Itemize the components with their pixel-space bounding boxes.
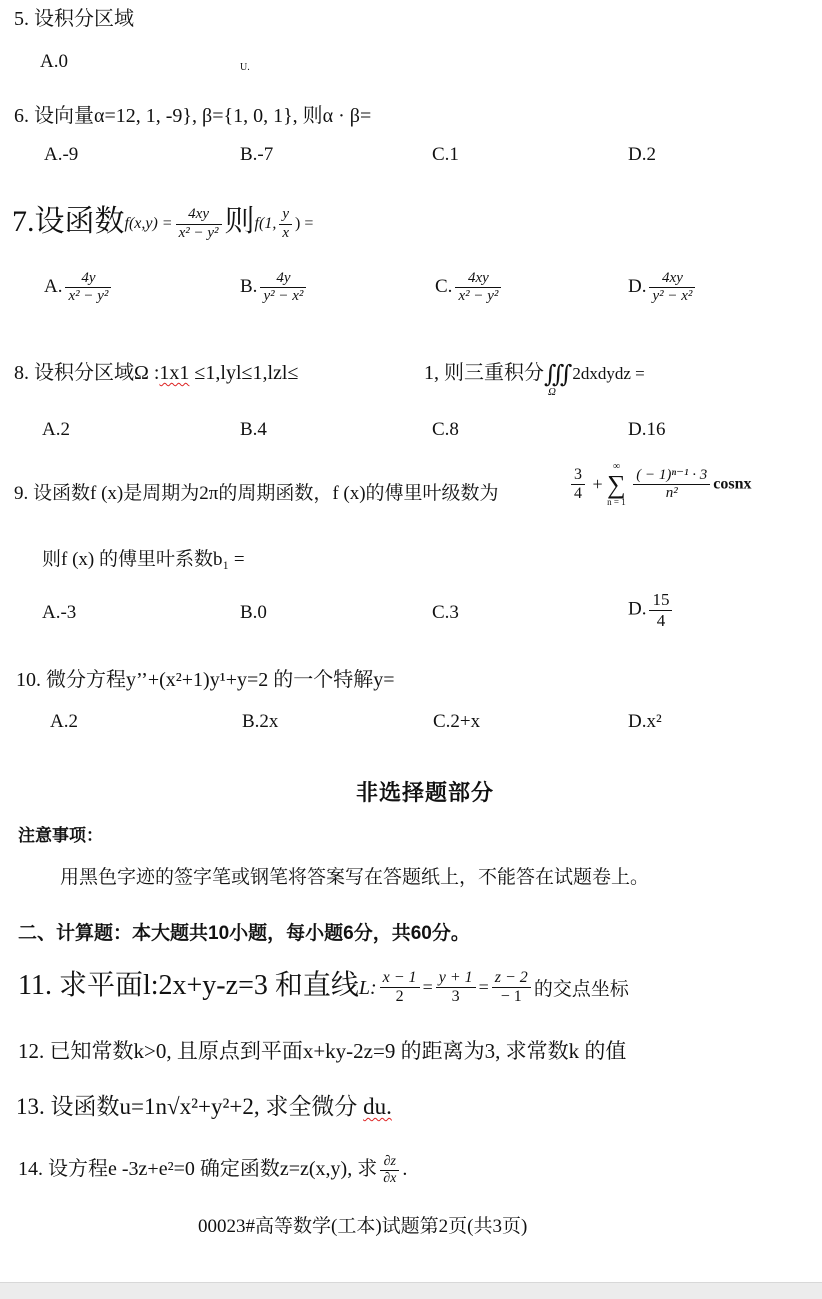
- q7-frac-den: x² − y²: [178, 224, 219, 241]
- question-7: [12, 196, 313, 242]
- question-8: [14, 356, 298, 385]
- q8-integrand: 2dxdydz =: [572, 364, 645, 383]
- q9-option-b: B.0: [240, 602, 267, 623]
- q9-sum: [607, 462, 626, 507]
- q5-option-a: A.0: [40, 51, 68, 72]
- page-footer: 00023#高等数学(工本)试题第2页(共3页): [198, 1216, 528, 1237]
- note-label: 注意事项：: [18, 826, 103, 845]
- q14-derivative: [380, 1154, 399, 1187]
- q9-plus: +: [592, 474, 603, 494]
- q7-option-a: [44, 270, 114, 306]
- q10-option-d: D.x²: [628, 711, 662, 732]
- q8-option-a: A.2: [42, 419, 70, 440]
- q9-option-c: C.3: [432, 602, 459, 623]
- q7-opt-d-den: y² − x²: [652, 288, 693, 305]
- q7-arg-den: x: [282, 224, 289, 241]
- q7-option-c: [435, 270, 504, 306]
- q7-arg-num: y: [279, 206, 292, 224]
- q8-integral-sub: Ω: [548, 385, 556, 398]
- q5-artifact-mark: U.: [240, 62, 250, 73]
- q14-d-num: ∂z: [380, 1154, 399, 1171]
- q10-option-a: A.2: [50, 711, 78, 732]
- q11-f2-den: 3: [451, 988, 460, 1006]
- q7-opt-a-num: 4y: [65, 270, 111, 288]
- bottom-scroll-strip: [0, 1282, 822, 1299]
- q9-opt-d-num: 15: [649, 590, 672, 611]
- q7-opt-c-num: 4xy: [455, 270, 501, 288]
- q7-opt-b-den: y² − x²: [263, 288, 304, 305]
- q9-sum-top: ∞: [612, 461, 621, 472]
- q7-option-d: [628, 270, 698, 306]
- q8-region-rest: ≤1,lyl≤1,lzl≤: [189, 362, 299, 384]
- q11-eq-1: =: [422, 977, 433, 998]
- q8-region-x: 1x1: [159, 362, 190, 384]
- q11-tail: 的交点坐标: [533, 979, 629, 1001]
- question-14: [18, 1152, 407, 1187]
- part2-heading: 二、计算题：本大题共10小题，每小题6分，共60分。: [18, 923, 470, 944]
- q8-option-d: D.16: [628, 419, 666, 440]
- q11-f3-num: z − 2: [492, 969, 531, 988]
- q8-lead: 8. 设积分区域Ω :: [14, 362, 160, 384]
- q11-eq-2: =: [478, 977, 489, 998]
- q9-opt-d-label: D.: [628, 598, 647, 620]
- q9-option-a: A.-3: [42, 602, 77, 623]
- q14-d-den: ∂x: [383, 1170, 397, 1186]
- q7-then: 则: [224, 205, 255, 238]
- note-text: 用黑色字迹的签字笔或钢笔将答案写在答题纸上，不能答在试题卷上。: [60, 867, 650, 888]
- q7-opt-d-label: D.: [628, 276, 647, 298]
- q9-a0-num: 3: [571, 466, 585, 485]
- q7-opt-b-num: 4y: [260, 270, 306, 288]
- q8-option-b: B.4: [240, 419, 267, 440]
- q7-opt-c-frac: [455, 270, 501, 306]
- question-10: 10. 微分方程y’’+(x²+1)y¹+y=2 的一个特解y=: [16, 669, 395, 691]
- q13-du: du.: [363, 1094, 392, 1119]
- question-13: [16, 1088, 392, 1121]
- q9-a0-den: 4: [574, 485, 582, 502]
- q9-opt-d-frac: [649, 590, 672, 630]
- q9-line2: 则f (x) 的傅里叶系数b₁ =: [42, 549, 245, 570]
- question-11: [18, 963, 629, 1006]
- q9-opt-d-den: 4: [656, 610, 666, 630]
- q8-integral-sign: ∭: [544, 361, 573, 388]
- q11-lead: 11. 求平面l:2x+y-z=3 和直线: [18, 970, 359, 1001]
- q7-lead: 7.设函数: [12, 205, 125, 238]
- question-12: 12. 已知常数k>0, 且原点到平面x+ky-2z=9 的距离为3, 求常数k 的值: [18, 1039, 627, 1063]
- q6-option-d: D.2: [628, 144, 656, 165]
- q9-sum-bot: n = 1: [607, 497, 626, 507]
- q11-frac-2: [436, 969, 476, 1007]
- q7-f-lhs: f(x,y) =: [124, 215, 173, 233]
- q9-term-num: ( − 1)ⁿ⁻¹ · 3: [633, 467, 710, 485]
- q7-opt-c-label: C.: [435, 276, 453, 298]
- q9-fourier-series: [568, 462, 751, 507]
- q9-option-d: [628, 590, 675, 630]
- q6-option-a: A.-9: [44, 144, 79, 165]
- q7-arg-fraction: [279, 206, 292, 242]
- q9-a0-frac: [571, 466, 585, 504]
- question-6: 6. 设向量α=12, 1, -9}, β={1, 0, 1}, 则α · β=: [14, 105, 372, 127]
- q7-opt-a-den: x² − y²: [68, 288, 109, 305]
- q14-lead: 14. 设方程e -3z+e²=0 确定函数z=z(x,y), 求: [18, 1158, 378, 1180]
- q9-sum-sign: ∑: [607, 470, 626, 499]
- question-9: 9. 设函数f (x)是周期为2π的周期函数，f (x)的傅里叶级数为: [14, 483, 499, 504]
- q7-opt-b-frac: [260, 270, 306, 306]
- q14-end: .: [402, 1158, 408, 1180]
- q7-opt-a-frac: [65, 270, 111, 306]
- q6-option-c: C.1: [432, 144, 459, 165]
- q8-triple-integral: [544, 360, 573, 398]
- q6-option-b: B.-7: [240, 144, 274, 165]
- q8-tail: [424, 356, 645, 398]
- q11-line-label: L:: [358, 977, 377, 999]
- q10-option-c: C.2+x: [433, 711, 481, 732]
- q9-term-tail: cosnx: [713, 475, 752, 493]
- q11-f1-den: 2: [395, 988, 404, 1006]
- section-title: 非选择题部分: [356, 780, 495, 805]
- q7-fraction: [176, 206, 222, 242]
- q10-option-b: B.2x: [242, 711, 279, 732]
- q8-tail-text: 1, 则三重积分: [424, 362, 544, 384]
- q11-frac-1: [380, 969, 420, 1007]
- q7-opt-d-num: 4xy: [649, 270, 695, 288]
- q11-f2-num: y + 1: [436, 969, 476, 988]
- q7-frac-num: 4xy: [176, 206, 222, 224]
- q9-term-den: n²: [665, 485, 678, 501]
- q11-f3-den: − 1: [500, 988, 522, 1006]
- q7-opt-d-frac: [649, 270, 695, 306]
- q7-f-arg: f(1,: [254, 215, 277, 233]
- q11-frac-3: [492, 969, 531, 1007]
- q7-opt-c-den: x² − y²: [458, 288, 499, 305]
- q7-f-end: ) =: [295, 215, 314, 233]
- question-5: 5. 设积分区域: [14, 8, 134, 30]
- q7-opt-a-label: A.: [44, 276, 63, 298]
- q8-option-c: C.8: [432, 419, 459, 440]
- q7-option-b: [240, 270, 309, 306]
- q11-f1-num: x − 1: [380, 969, 420, 988]
- q7-opt-b-label: B.: [240, 276, 258, 298]
- q13-lead: 13. 设函数u=1n√x²+y²+2, 求全微分: [16, 1094, 364, 1119]
- q9-term-frac: [633, 467, 710, 503]
